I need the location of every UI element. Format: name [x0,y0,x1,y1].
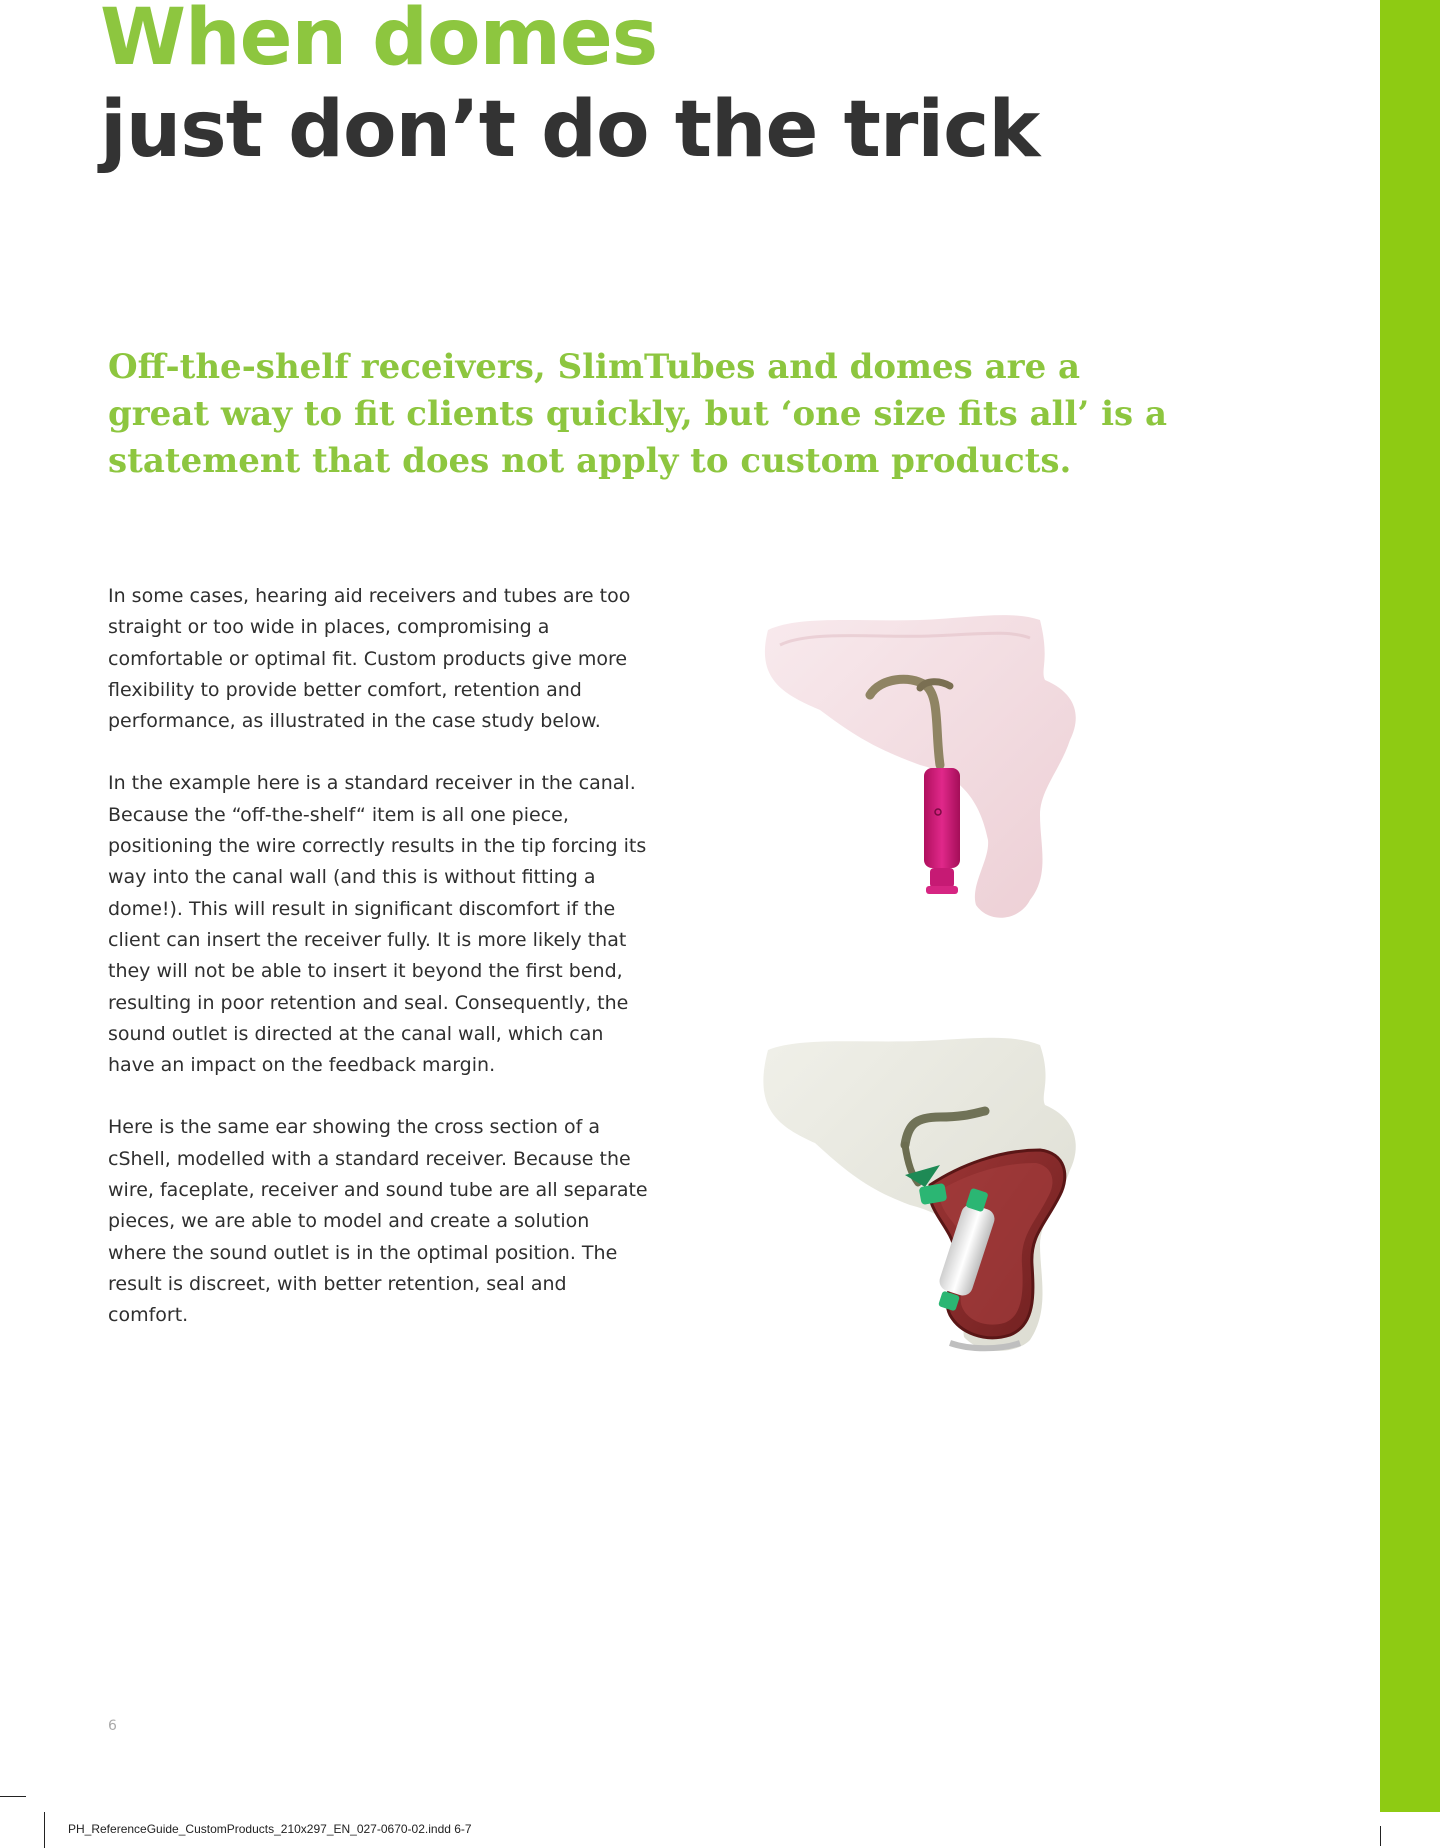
intro-paragraph: Off-the-shelf receivers, SlimTubes and domes are a great way to fit clients quickly, but ‘one size fits all’ is a statement that does not apply to custom products. [108,347,1168,481]
crop-mark [1380,1826,1381,1846]
body-paragraph: In some cases, hearing aid receivers and tubes are too straight or too wide in places, compromising a comfortable or optimal fit. Custom products give more flexibility to provide better comfort, retention and performance, as illustrated in the case study below. [108,585,631,733]
cshell-cross-section-illustration [740,1025,1180,1375]
ear-impression-shape [765,615,1076,918]
page-title [100,0,1039,180]
body-text [108,581,648,1363]
body-paragraph: In the example here is a standard receiver in the canal. Because the “off-the-shelf“ item is all one piece, positioning the wire correctly results in the tip forcing its way into the canal wall (and this is without fitting a dome!). This will result in significant discomfort if the client can insert the receiver fully. It is more likely that they will not be able to insert it beyond the first bend, resulting in poor retention and seal. Consequently, the sound outlet is directed at the canal wall, which can have an impact on the feedback margin. [108,772,647,1077]
page-title-line-1: When domes [100,0,658,83]
receiver-body [924,768,960,868]
file-slug-line: PH_ReferenceGuide_CustomProducts_210x297_EN_027-0670-02.indd 6-7 [68,1822,472,1836]
accent-sidebar-bar [1380,0,1440,1812]
crop-mark [44,1812,45,1848]
page-number: 6 [108,1718,117,1734]
crop-mark [0,1796,26,1797]
body-paragraph: Here is the same ear showing the cross section of a cShell, modelled with a standard receiver. Because the wire, faceplate, receiver and sound tube are all separate pieces, we are able to model and create a solution where the sound outlet is in the optimal position. The result is discreet, with better retention, seal and comfort. [108,1116,648,1327]
ear-standard-receiver-illustration [740,600,1180,940]
page-title-line-2: just don’t do the trick [100,85,1040,175]
